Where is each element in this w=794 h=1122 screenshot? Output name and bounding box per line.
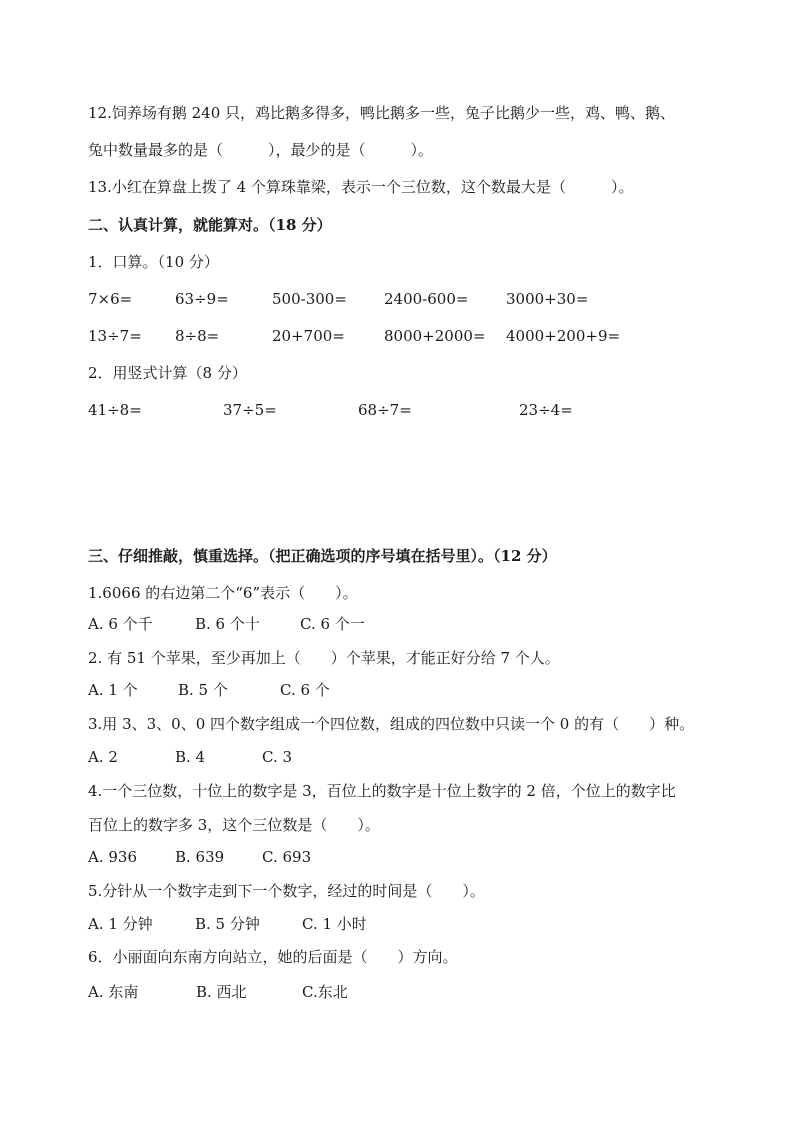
oral-calc-item: 3000+30= [506, 290, 589, 308]
oral-calc-item: 8000+2000= [384, 327, 486, 345]
option-b: B. 西北 [196, 983, 247, 1001]
option-c: C. 6 个 [280, 681, 330, 699]
option-a: A. 1 个 [88, 681, 138, 699]
option-a: A. 东南 [88, 983, 139, 1001]
choice-question-4-line-2: 百位上的数字多 3，这个三位数是（ ）。 [88, 816, 380, 834]
option-a: A. 1 分钟 [88, 915, 153, 933]
option-a: A. 2 [88, 748, 118, 766]
option-a: A. 6 个千 [88, 615, 153, 633]
option-b: B. 5 个 [178, 681, 228, 699]
question-12-line-1: 12.饲养场有鹅 240 只，鸡比鹅多得多，鸭比鹅多一些，兔子比鹅少一些，鸡、鸭、鹅、 [88, 104, 676, 122]
oral-calc-item: 13÷7= [88, 327, 142, 345]
section-3-title: 三、仔细推敲，慎重选择。（把正确选项的序号填在括号里）。（12 分） [88, 547, 557, 565]
oral-calc-item: 4000+200+9= [506, 327, 621, 345]
vertical-calc-item: 37÷5= [223, 401, 277, 419]
choice-question-5: 5.分针从一个数字走到下一个数字，经过的时间是（ ）。 [88, 882, 485, 900]
choice-question-4-line-1: 4.一个三位数，十位上的数字是 3，百位上的数字是十位上数字的 2 倍，个位上的数字比 [88, 782, 676, 800]
option-b: B. 5 分钟 [195, 915, 260, 933]
option-c: C. 693 [262, 848, 312, 866]
option-b: B. 639 [175, 848, 225, 866]
oral-calc-item: 63÷9= [175, 290, 229, 308]
choice-question-6: 6．小丽面向东南方向站立，她的后面是（ ）方向。 [88, 948, 458, 966]
vertical-calc-item: 23÷4= [519, 401, 573, 419]
option-c: C. 3 [262, 748, 293, 766]
option-b: B. 6 个十 [195, 615, 260, 633]
oral-calc-item: 2400-600= [384, 290, 469, 308]
choice-question-2: 2. 有 51 个苹果，至少再加上（ ）个苹果，才能正好分给 7 个人。 [88, 649, 560, 667]
vertical-calc-item: 41÷8= [88, 401, 142, 419]
option-a: A. 936 [88, 848, 137, 866]
oral-calc-item: 20+700= [272, 327, 345, 345]
option-c: C. 1 小时 [302, 915, 367, 933]
question-13: 13.小红在算盘上拨了 4 个算珠靠梁，表示一个三位数，这个数最大是（ ）。 [88, 178, 634, 196]
question-12-line-2: 兔中数量最多的是（ ），最少的是（ ）。 [88, 141, 434, 159]
choice-question-1: 1.6066 的右边第二个“6”表示（ ）。 [88, 584, 358, 602]
oral-calc-item: 7×6= [88, 290, 133, 308]
option-c: C.东北 [302, 983, 348, 1001]
oral-calc-item: 500-300= [272, 290, 347, 308]
choice-question-3: 3.用 3、3、0、0 四个数字组成一个四位数，组成的四位数中只读一个 0 的有（ ）种。 [88, 715, 695, 733]
option-c: C. 6 个一 [300, 615, 365, 633]
option-b: B. 4 [175, 748, 206, 766]
section-2-title: 二、认真计算，就能算对。（18 分） [88, 216, 332, 234]
section-2-part-2-title: 2．用竖式计算（8 分） [88, 364, 247, 382]
oral-calc-item: 8÷8= [175, 327, 220, 345]
vertical-calc-item: 68÷7= [358, 401, 412, 419]
section-2-part-1-title: 1．口算。（10 分） [88, 253, 219, 271]
